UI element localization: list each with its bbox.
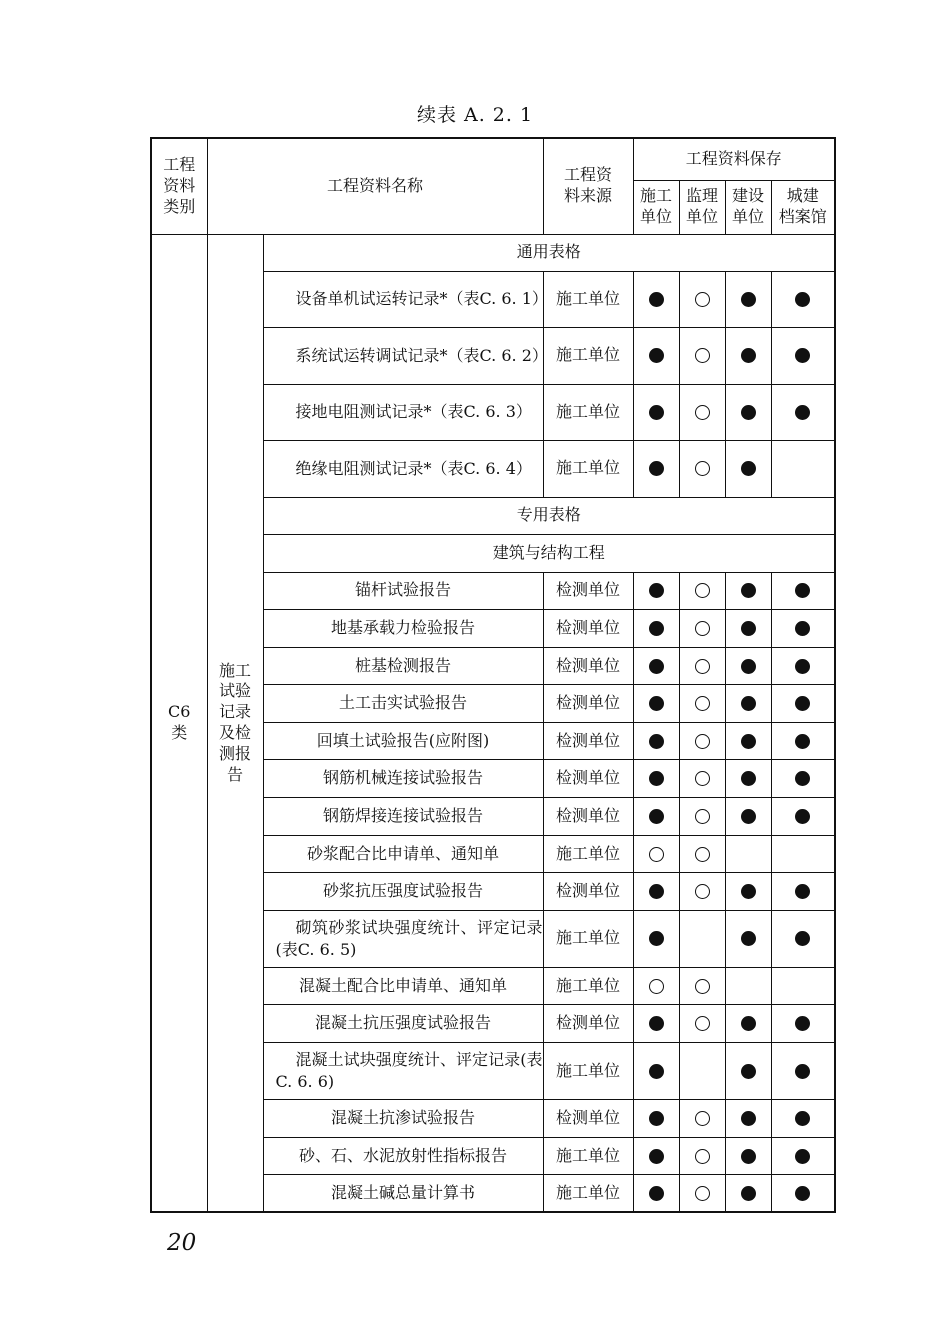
filled-circle-icon xyxy=(795,1111,810,1126)
filled-circle-icon xyxy=(649,884,664,899)
storage-mark-cell xyxy=(633,1005,679,1043)
filled-circle-icon xyxy=(649,734,664,749)
filled-circle-icon xyxy=(741,405,756,420)
record-source: 施工单位 xyxy=(543,835,633,873)
storage-mark-cell xyxy=(633,873,679,911)
record-source: 检测单位 xyxy=(543,685,633,723)
storage-mark-cell xyxy=(679,441,725,498)
filled-circle-icon xyxy=(741,292,756,307)
storage-mark-cell xyxy=(725,722,771,760)
storage-mark-cell xyxy=(633,572,679,610)
header-category: 工程 资料 类别 xyxy=(151,138,207,234)
record-name: 钢筋焊接连接试验报告 xyxy=(263,798,543,836)
header-storage-col-1: 监理 单位 xyxy=(679,180,725,234)
hollow-circle-icon xyxy=(695,292,710,307)
storage-mark-cell xyxy=(771,1005,835,1043)
storage-mark-cell xyxy=(679,647,725,685)
filled-circle-icon xyxy=(741,659,756,674)
filled-circle-icon xyxy=(741,884,756,899)
storage-mark-cell xyxy=(679,798,725,836)
storage-mark-cell xyxy=(633,760,679,798)
storage-mark-cell xyxy=(725,441,771,498)
storage-mark-cell xyxy=(725,685,771,723)
filled-circle-icon xyxy=(795,931,810,946)
filled-circle-icon xyxy=(741,461,756,476)
hollow-circle-icon xyxy=(695,348,710,363)
storage-mark-cell xyxy=(633,1043,679,1100)
hollow-circle-icon xyxy=(695,1149,710,1164)
storage-mark-cell xyxy=(725,1175,771,1213)
filled-circle-icon xyxy=(795,659,810,674)
storage-mark-cell xyxy=(725,760,771,798)
filled-circle-icon xyxy=(649,583,664,598)
record-source: 施工单位 xyxy=(543,967,633,1005)
storage-mark-cell xyxy=(725,328,771,385)
record-source: 检测单位 xyxy=(543,610,633,648)
filled-circle-icon xyxy=(741,696,756,711)
filled-circle-icon xyxy=(741,931,756,946)
storage-mark-cell xyxy=(679,271,725,328)
filled-circle-icon xyxy=(795,734,810,749)
storage-mark-cell xyxy=(633,685,679,723)
storage-mark-cell xyxy=(725,647,771,685)
storage-mark-cell xyxy=(679,1005,725,1043)
filled-circle-icon xyxy=(795,621,810,636)
filled-circle-icon xyxy=(741,348,756,363)
record-name: 回填土试验报告(应附图) xyxy=(263,722,543,760)
record-source: 施工单位 xyxy=(543,271,633,328)
storage-mark-cell xyxy=(771,441,835,498)
header-storage-col-2: 建设 单位 xyxy=(725,180,771,234)
storage-mark-cell xyxy=(633,967,679,1005)
storage-mark-cell xyxy=(679,1043,725,1100)
record-source: 检测单位 xyxy=(543,722,633,760)
section-special: 专用表格 xyxy=(263,497,835,534)
hollow-circle-icon xyxy=(695,461,710,476)
storage-mark-cell xyxy=(633,1175,679,1213)
filled-circle-icon xyxy=(649,1016,664,1031)
hollow-circle-icon xyxy=(695,696,710,711)
section-general: 通用表格 xyxy=(263,234,835,271)
storage-mark-cell xyxy=(771,835,835,873)
storage-mark-cell xyxy=(679,873,725,911)
storage-mark-cell xyxy=(633,1100,679,1138)
storage-mark-cell xyxy=(771,910,835,967)
storage-mark-cell xyxy=(679,328,725,385)
filled-circle-icon xyxy=(649,1186,664,1201)
filled-circle-icon xyxy=(741,734,756,749)
record-source: 检测单位 xyxy=(543,1005,633,1043)
record-source: 检测单位 xyxy=(543,798,633,836)
filled-circle-icon xyxy=(649,292,664,307)
hollow-circle-icon xyxy=(695,621,710,636)
header-storage: 工程资料保存 xyxy=(633,138,835,180)
filled-circle-icon xyxy=(795,1149,810,1164)
record-name: 桩基检测报告 xyxy=(263,647,543,685)
storage-mark-cell xyxy=(725,610,771,648)
filled-circle-icon xyxy=(741,1111,756,1126)
storage-mark-cell xyxy=(679,384,725,441)
storage-mark-cell xyxy=(725,271,771,328)
storage-mark-cell xyxy=(725,873,771,911)
storage-mark-cell xyxy=(633,647,679,685)
record-source: 施工单位 xyxy=(543,441,633,498)
subcategory-cell: 施工 试验 记录 及检 测报 告 xyxy=(207,234,263,1212)
record-source: 施工单位 xyxy=(543,1043,633,1100)
record-source: 检测单位 xyxy=(543,760,633,798)
record-name: 锚杆试验报告 xyxy=(263,572,543,610)
record-source: 施工单位 xyxy=(543,1175,633,1213)
filled-circle-icon xyxy=(649,1064,664,1079)
filled-circle-icon xyxy=(795,771,810,786)
storage-mark-cell xyxy=(633,610,679,648)
filled-circle-icon xyxy=(741,771,756,786)
filled-circle-icon xyxy=(649,1111,664,1126)
storage-mark-cell xyxy=(771,271,835,328)
hollow-circle-icon xyxy=(649,847,664,862)
filled-circle-icon xyxy=(649,659,664,674)
storage-mark-cell xyxy=(771,1175,835,1213)
storage-mark-cell xyxy=(771,1137,835,1175)
record-name: 系统试运转调试记录*（表C. 6. 2） xyxy=(263,328,543,385)
filled-circle-icon xyxy=(795,809,810,824)
storage-mark-cell xyxy=(679,835,725,873)
filled-circle-icon xyxy=(649,931,664,946)
storage-mark-cell xyxy=(679,610,725,648)
storage-mark-cell xyxy=(725,967,771,1005)
storage-mark-cell xyxy=(771,572,835,610)
record-name: 混凝土抗压强度试验报告 xyxy=(263,1005,543,1043)
record-name: 混凝土配合比申请单、通知单 xyxy=(263,967,543,1005)
record-source: 检测单位 xyxy=(543,1100,633,1138)
filled-circle-icon xyxy=(795,583,810,598)
storage-mark-cell xyxy=(725,835,771,873)
hollow-circle-icon xyxy=(695,884,710,899)
storage-mark-cell xyxy=(771,760,835,798)
filled-circle-icon xyxy=(795,1186,810,1201)
filled-circle-icon xyxy=(649,348,664,363)
record-name: 混凝土试块强度统计、评定记录(表C. 6. 6) xyxy=(263,1043,543,1100)
filled-circle-icon xyxy=(741,1186,756,1201)
storage-mark-cell xyxy=(633,441,679,498)
storage-mark-cell xyxy=(633,910,679,967)
storage-mark-cell xyxy=(771,967,835,1005)
filled-circle-icon xyxy=(741,809,756,824)
storage-mark-cell xyxy=(771,722,835,760)
storage-mark-cell xyxy=(679,760,725,798)
filled-circle-icon xyxy=(795,884,810,899)
hollow-circle-icon xyxy=(695,809,710,824)
hollow-circle-icon xyxy=(695,771,710,786)
records-table xyxy=(150,137,836,1213)
storage-mark-cell xyxy=(633,835,679,873)
record-name: 钢筋机械连接试验报告 xyxy=(263,760,543,798)
storage-mark-cell xyxy=(771,798,835,836)
storage-mark-cell xyxy=(679,722,725,760)
storage-mark-cell xyxy=(725,1043,771,1100)
filled-circle-icon xyxy=(741,1149,756,1164)
storage-mark-cell xyxy=(633,384,679,441)
filled-circle-icon xyxy=(649,461,664,476)
filled-circle-icon xyxy=(649,621,664,636)
record-name: 混凝土碱总量计算书 xyxy=(263,1175,543,1213)
filled-circle-icon xyxy=(795,1064,810,1079)
filled-circle-icon xyxy=(741,583,756,598)
filled-circle-icon xyxy=(649,1149,664,1164)
storage-mark-cell xyxy=(679,1100,725,1138)
hollow-circle-icon xyxy=(695,979,710,994)
storage-mark-cell xyxy=(679,910,725,967)
storage-mark-cell xyxy=(771,685,835,723)
record-source: 施工单位 xyxy=(543,1137,633,1175)
storage-mark-cell xyxy=(725,1100,771,1138)
hollow-circle-icon xyxy=(649,979,664,994)
section-building: 建筑与结构工程 xyxy=(263,534,835,572)
storage-mark-cell xyxy=(679,685,725,723)
record-name: 设备单机试运转记录*（表C. 6. 1） xyxy=(263,271,543,328)
record-source: 施工单位 xyxy=(543,384,633,441)
storage-mark-cell xyxy=(679,572,725,610)
storage-mark-cell xyxy=(771,647,835,685)
storage-mark-cell xyxy=(725,798,771,836)
hollow-circle-icon xyxy=(695,1016,710,1031)
hollow-circle-icon xyxy=(695,659,710,674)
record-name: 接地电阻测试记录*（表C. 6. 3） xyxy=(263,384,543,441)
storage-mark-cell xyxy=(771,873,835,911)
storage-mark-cell xyxy=(725,910,771,967)
record-source: 施工单位 xyxy=(543,328,633,385)
record-name: 砂浆抗压强度试验报告 xyxy=(263,873,543,911)
hollow-circle-icon xyxy=(695,405,710,420)
hollow-circle-icon xyxy=(695,1111,710,1126)
header-storage-col-3: 城建 档案馆 xyxy=(771,180,835,234)
storage-mark-cell xyxy=(725,1137,771,1175)
storage-mark-cell xyxy=(633,722,679,760)
hollow-circle-icon xyxy=(695,734,710,749)
category-cell: C6 类 xyxy=(151,234,207,1212)
record-name: 砂、石、水泥放射性指标报告 xyxy=(263,1137,543,1175)
record-name: 土工击实试验报告 xyxy=(263,685,543,723)
filled-circle-icon xyxy=(795,348,810,363)
record-name: 地基承载力检验报告 xyxy=(263,610,543,648)
storage-mark-cell xyxy=(725,1005,771,1043)
filled-circle-icon xyxy=(649,696,664,711)
storage-mark-cell xyxy=(771,328,835,385)
storage-mark-cell xyxy=(633,328,679,385)
filled-circle-icon xyxy=(649,405,664,420)
record-source: 施工单位 xyxy=(543,910,633,967)
hollow-circle-icon xyxy=(695,847,710,862)
record-source: 检测单位 xyxy=(543,572,633,610)
page-number: 20 xyxy=(167,1230,197,1256)
header-source: 工程资 料来源 xyxy=(543,138,633,234)
storage-mark-cell xyxy=(725,384,771,441)
storage-mark-cell xyxy=(679,1175,725,1213)
filled-circle-icon xyxy=(741,1064,756,1079)
filled-circle-icon xyxy=(795,696,810,711)
hollow-circle-icon xyxy=(695,1186,710,1201)
record-name: 砌筑砂浆试块强度统计、评定记录(表C. 6. 5) xyxy=(263,910,543,967)
header-name: 工程资料名称 xyxy=(207,138,543,234)
filled-circle-icon xyxy=(741,621,756,636)
table-caption: 续表 A. 2. 1 xyxy=(416,104,534,126)
record-source: 检测单位 xyxy=(543,647,633,685)
storage-mark-cell xyxy=(725,572,771,610)
record-name: 绝缘电阻测试记录*（表C. 6. 4） xyxy=(263,441,543,498)
storage-mark-cell xyxy=(771,1043,835,1100)
storage-mark-cell xyxy=(633,1137,679,1175)
header-storage-col-0: 施工 单位 xyxy=(633,180,679,234)
hollow-circle-icon xyxy=(695,583,710,598)
filled-circle-icon xyxy=(795,405,810,420)
storage-mark-cell xyxy=(633,798,679,836)
filled-circle-icon xyxy=(795,292,810,307)
storage-mark-cell xyxy=(771,1100,835,1138)
storage-mark-cell xyxy=(771,610,835,648)
storage-mark-cell xyxy=(679,967,725,1005)
storage-mark-cell xyxy=(679,1137,725,1175)
filled-circle-icon xyxy=(795,1016,810,1031)
record-source: 检测单位 xyxy=(543,873,633,911)
filled-circle-icon xyxy=(649,809,664,824)
record-name: 砂浆配合比申请单、通知单 xyxy=(263,835,543,873)
filled-circle-icon xyxy=(741,1016,756,1031)
record-name: 混凝土抗渗试验报告 xyxy=(263,1100,543,1138)
filled-circle-icon xyxy=(649,771,664,786)
storage-mark-cell xyxy=(771,384,835,441)
storage-mark-cell xyxy=(633,271,679,328)
